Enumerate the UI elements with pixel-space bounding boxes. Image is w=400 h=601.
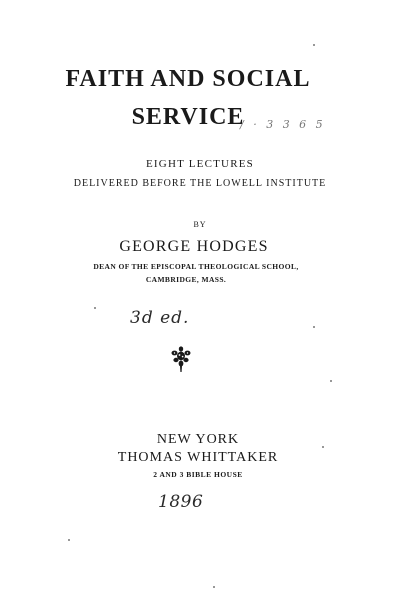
paper-speck [330,380,332,382]
printers-ornament-icon [170,345,192,373]
subtitle-line-2: DELIVERED BEFORE THE LOWELL INSTITUTE [73,178,327,189]
author-position-line-2: CAMBRIDGE, MASS. [145,275,227,284]
author-name: GEORGE HODGES [119,238,269,255]
book-title-line-1: FAITH AND SOCIAL [65,66,311,92]
paper-speck [213,586,215,588]
handwritten-edition: 3d ed. [130,308,190,328]
paper-speck [322,446,324,448]
handwritten-call-number: / · 3 3 6 5 [240,118,326,131]
paper-speck [313,44,315,46]
paper-speck [313,326,315,328]
byline: BY [193,220,207,229]
imprint-publisher: THOMAS WHITTAKER [117,450,279,465]
imprint-city: NEW YORK [156,432,240,447]
subtitle-line-1: EIGHT LECTURES [146,158,254,170]
paper-speck [94,307,96,309]
handwritten-year: 1896 [158,492,204,512]
imprint-address: 2 AND 3 BIBLE HOUSE [153,470,243,479]
paper-speck [68,539,70,541]
author-position-line-1: DEAN OF THE EPISCOPAL THEOLOGICAL SCHOOL, [93,262,299,271]
book-title-line-2: SERVICE [131,104,245,130]
